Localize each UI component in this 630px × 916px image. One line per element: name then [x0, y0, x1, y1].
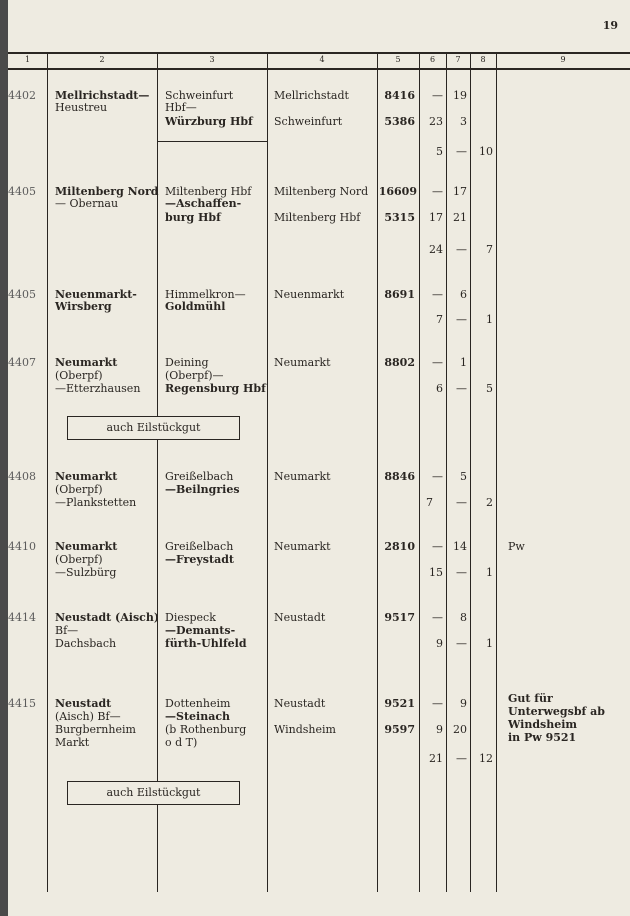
- col6-value: 9: [436, 637, 443, 650]
- col8-value: 5: [486, 382, 493, 395]
- via-line: —Demants-: [165, 624, 236, 637]
- col6-value: 6: [436, 382, 443, 395]
- column-divider: [267, 52, 268, 892]
- col7-value: 1: [460, 356, 467, 369]
- col8-value: 1: [486, 566, 493, 579]
- col8-value: 7: [486, 243, 493, 256]
- route-line: —Plankstetten: [55, 496, 137, 509]
- via-line: Goldmühl: [165, 300, 226, 313]
- route-line: Neustadt: [55, 697, 112, 710]
- entry-number: 4415: [8, 697, 36, 710]
- route-line: Wirsberg: [55, 300, 112, 313]
- via-line: Dottenheim: [165, 697, 231, 710]
- col6-value: —: [432, 288, 443, 301]
- via-line: (b Rothenburg: [165, 723, 247, 736]
- col6-value: —: [432, 611, 443, 624]
- station-cell: Neumarkt: [274, 540, 331, 553]
- train-number: 16609: [378, 185, 417, 198]
- column-divider: [470, 52, 471, 892]
- column-divider: [496, 52, 497, 892]
- route-line: — Obernau: [55, 197, 119, 210]
- route-line: Bf—: [55, 624, 79, 637]
- col7-value: 20: [453, 723, 467, 736]
- station-cell: Neustadt: [274, 697, 326, 710]
- note-box: auch Eilstückgut: [67, 416, 240, 440]
- cell-rule: [157, 141, 267, 142]
- train-number: 5315: [384, 211, 415, 224]
- train-number: 9517: [384, 611, 415, 624]
- train-number: 2810: [384, 540, 415, 553]
- via-line: Himmelkron—: [165, 288, 246, 301]
- col8-value: 2: [486, 496, 493, 509]
- route-line: (Aisch) Bf—: [55, 710, 121, 723]
- route-line: (Oberpf): [55, 483, 103, 496]
- col8-value: 1: [486, 637, 493, 650]
- col6-value: 7: [426, 496, 433, 509]
- remark: Unterwegsbf ab: [508, 705, 605, 718]
- via-line: Greißelbach: [165, 540, 234, 553]
- train-number: 9597: [384, 723, 415, 736]
- route-line: Neuenmarkt-: [55, 288, 137, 301]
- train-number: 8802: [384, 356, 415, 369]
- col6-value: 7: [436, 313, 443, 326]
- route-line: Neustadt (Aisch): [55, 611, 160, 624]
- entry-number: 4414: [8, 611, 36, 624]
- route-line: Dachsbach: [55, 637, 117, 650]
- route-line: —Etterzhausen: [55, 382, 141, 395]
- route-line: —Sulzbürg: [55, 566, 117, 579]
- via-line: —Steinach: [165, 710, 231, 723]
- train-number: 8416: [384, 89, 415, 102]
- route-line: Neumarkt: [55, 470, 118, 483]
- col7-value: 9: [460, 697, 467, 710]
- route-line: Heustreu: [55, 101, 108, 114]
- station-cell: Miltenberg Nord: [274, 185, 369, 198]
- col7-value: —: [456, 145, 467, 158]
- via-line: Regensburg Hbf: [165, 382, 266, 395]
- col7-value: —: [456, 752, 467, 765]
- via-line: Schweinfurt: [165, 89, 234, 102]
- train-number: 8691: [384, 288, 415, 301]
- col6-value: —: [432, 89, 443, 102]
- col7-value: —: [456, 566, 467, 579]
- route-line: Burgbernheim: [55, 723, 136, 736]
- col7-value: 14: [453, 540, 467, 553]
- entry-number: 4407: [8, 356, 36, 369]
- via-line: Deining: [165, 356, 209, 369]
- via-line: —Beilngries: [165, 483, 240, 496]
- col7-value: —: [456, 496, 467, 509]
- col6-value: —: [432, 356, 443, 369]
- route-line: Mellrichstadt—: [55, 89, 150, 102]
- entry-number: 4405: [8, 288, 36, 301]
- header-bottom-rule: [8, 68, 630, 70]
- via-line: —Freystadt: [165, 553, 234, 566]
- via-line: Miltenberg Hbf: [165, 185, 252, 198]
- col6-value: 15: [429, 566, 443, 579]
- route-line: Markt: [55, 736, 90, 749]
- column-header-7: 7: [455, 55, 461, 64]
- col6-value: —: [432, 540, 443, 553]
- column-header-8: 8: [480, 55, 486, 64]
- col7-value: 17: [453, 185, 467, 198]
- route-line: (Oberpf): [55, 369, 103, 382]
- remark: Pw: [508, 540, 525, 553]
- station-cell: Mellrichstadt: [274, 89, 349, 102]
- page-number: 19: [602, 19, 618, 32]
- station-cell: Neumarkt: [274, 356, 331, 369]
- route-line: Neumarkt: [55, 356, 118, 369]
- col8-value: 10: [479, 145, 493, 158]
- route-line: (Oberpf): [55, 553, 103, 566]
- col7-value: 6: [460, 288, 467, 301]
- note-box: auch Eilstückgut: [67, 781, 240, 805]
- col7-value: 5: [460, 470, 467, 483]
- col6-value: 24: [429, 243, 443, 256]
- col7-value: 19: [453, 89, 467, 102]
- col6-value: 9: [436, 723, 443, 736]
- col6-value: 23: [429, 115, 443, 128]
- col7-value: —: [456, 382, 467, 395]
- column-divider: [47, 52, 48, 892]
- col6-value: 17: [429, 211, 443, 224]
- column-header-3: 3: [209, 55, 215, 64]
- via-line: o d T): [165, 736, 198, 749]
- route-line: Miltenberg Nord: [55, 185, 159, 198]
- column-header-5: 5: [395, 55, 401, 64]
- via-line: (Oberpf)—: [165, 369, 224, 382]
- via-line: —Aschaffen-: [165, 197, 242, 210]
- entry-number: 4408: [8, 470, 36, 483]
- table-top-rule: [8, 52, 630, 54]
- train-number: 5386: [384, 115, 415, 128]
- column-header-4: 4: [319, 55, 325, 64]
- via-line: burg Hbf: [165, 211, 221, 224]
- book-spine: [0, 0, 8, 916]
- col7-value: 3: [460, 115, 467, 128]
- column-header-1: 1: [24, 55, 31, 64]
- route-line: Neumarkt: [55, 540, 118, 553]
- col7-value: —: [456, 243, 467, 256]
- col7-value: —: [456, 313, 467, 326]
- col7-value: 8: [460, 611, 467, 624]
- col6-value: —: [432, 470, 443, 483]
- column-divider: [157, 52, 158, 892]
- col7-value: 21: [453, 211, 467, 224]
- station-cell: Neumarkt: [274, 470, 331, 483]
- col6-value: —: [432, 697, 443, 710]
- station-cell: Schweinfurt: [274, 115, 343, 128]
- via-line: Diespeck: [165, 611, 216, 624]
- entry-number: 4410: [8, 540, 36, 553]
- station-cell: Neustadt: [274, 611, 326, 624]
- entry-number: 4402: [8, 89, 36, 102]
- remark: Windsheim: [508, 718, 578, 731]
- column-header-6: 6: [429, 55, 436, 64]
- via-line: Würzburg Hbf: [165, 115, 253, 128]
- remark: Gut für: [508, 692, 553, 705]
- col7-value: —: [456, 637, 467, 650]
- col6-value: —: [432, 185, 443, 198]
- via-line: Greißelbach: [165, 470, 234, 483]
- column-header-9: 9: [560, 55, 566, 64]
- remark: in Pw 9521: [508, 731, 577, 744]
- col6-value: 5: [436, 145, 443, 158]
- col8-value: 12: [479, 752, 493, 765]
- train-number: 9521: [384, 697, 415, 710]
- train-number: 8846: [384, 470, 415, 483]
- station-cell: Windsheim: [274, 723, 336, 736]
- via-line: fürth-Uhlfeld: [165, 637, 247, 650]
- col8-value: 1: [486, 313, 493, 326]
- via-line: Hbf—: [165, 101, 197, 114]
- station-cell: Miltenberg Hbf: [274, 211, 361, 224]
- entry-number: 4405: [8, 185, 36, 198]
- col6-value: 21: [429, 752, 443, 765]
- column-header-2: 2: [99, 55, 105, 64]
- station-cell: Neuenmarkt: [274, 288, 345, 301]
